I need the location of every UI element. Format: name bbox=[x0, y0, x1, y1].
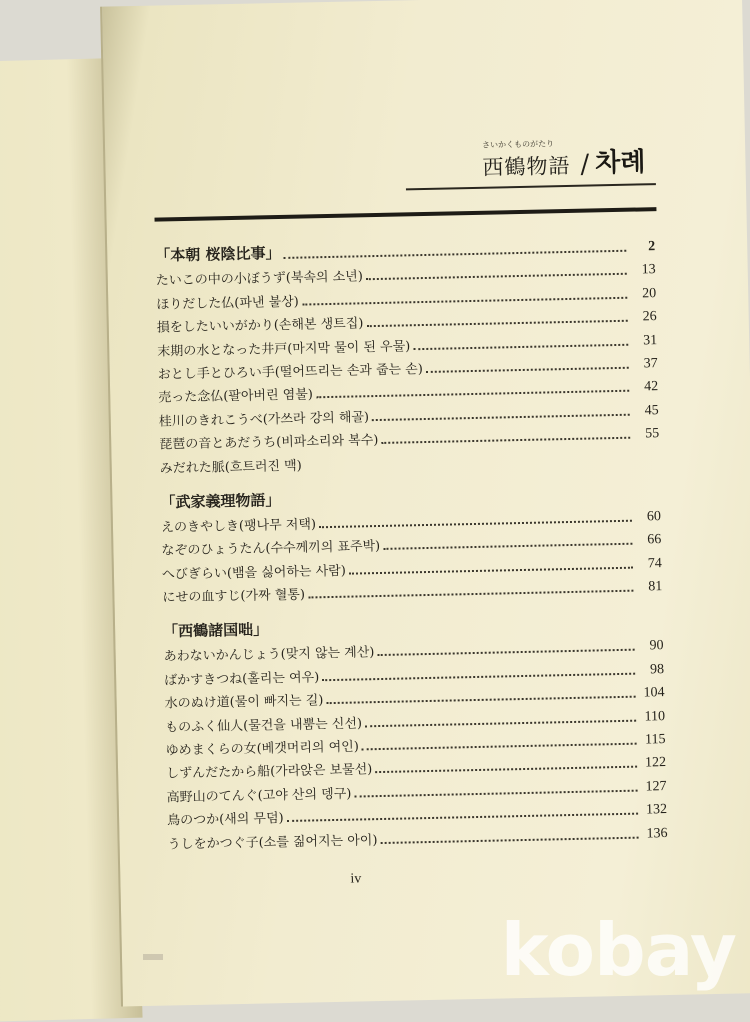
toc-page-number: 127 bbox=[645, 778, 667, 795]
toc-leader-dots bbox=[426, 366, 629, 373]
toc-title: えのきやしき(팽나무 저택) bbox=[160, 517, 317, 536]
toc-page-number: 104 bbox=[643, 685, 665, 701]
toc-page-number: 90 bbox=[649, 638, 664, 654]
toc-page-number: 45 bbox=[644, 402, 659, 419]
title-rule bbox=[406, 183, 656, 190]
toc-page-number: 110 bbox=[644, 708, 666, 725]
toc-page-number: 136 bbox=[646, 825, 668, 842]
toc-page-number: 2 bbox=[648, 239, 656, 255]
toc-title: しずんだたから船(가라앉은 보물선) bbox=[166, 762, 373, 782]
toc-page-number: 42 bbox=[644, 379, 659, 395]
title-japanese-text: 西鶴物語 bbox=[482, 153, 571, 180]
toc-title: 「西鶴諸国咄」 bbox=[162, 620, 269, 641]
toc-page-number: 20 bbox=[642, 285, 657, 302]
toc-title: 「武家義理物語」 bbox=[160, 490, 281, 512]
toc-page-number: 81 bbox=[648, 579, 663, 595]
title-ruby: さいかくものがたり bbox=[481, 139, 555, 150]
toc-title: ものふく仙人(물건을 내뿜는 신선) bbox=[165, 716, 363, 736]
page-title bbox=[482, 141, 646, 181]
toc-title: 桂川のきれこうべ(가쓰라 강의 해골) bbox=[158, 409, 370, 430]
page-number: iv bbox=[350, 871, 362, 887]
toc-title: ゆめまくらの女(베갯머리의 여인) bbox=[165, 739, 359, 759]
toc-page-number: 37 bbox=[643, 356, 658, 372]
toc-title: 高野山のてんぐ(고야 산의 뎅구) bbox=[166, 786, 352, 806]
book-page bbox=[100, 0, 750, 1007]
watermark-logo: kobay bbox=[500, 908, 736, 992]
toc-title: ほりだした仏(파낸 불상) bbox=[156, 294, 299, 313]
toc-title: なぞのひょうたん(수수께끼의 표주박) bbox=[161, 539, 381, 559]
toc-title: 水のぬけ道(물이 빠지는 길) bbox=[164, 693, 324, 712]
toc-page-number: 55 bbox=[644, 426, 660, 442]
toc-page-number: 60 bbox=[646, 508, 662, 525]
toc-title: たいこの中の小ぼうず(북속의 소년) bbox=[155, 269, 364, 290]
table-of-contents bbox=[155, 219, 668, 852]
title-separator: / bbox=[580, 149, 590, 180]
toc-page-number: 122 bbox=[644, 755, 667, 771]
toc-title: みだれた脈(흐트러진 맥) bbox=[159, 458, 302, 477]
toc-title: 末期の水となった井戸(마지막 물이 된 우물) bbox=[157, 338, 411, 360]
toc-title: おとし手とひろい手(떨어뜨리는 손과 줍는 손) bbox=[157, 361, 424, 383]
toc-leader-dots bbox=[413, 342, 628, 350]
paper-mark bbox=[143, 954, 163, 960]
toc-title: ばかすきつね(홀리는 여우) bbox=[164, 670, 320, 689]
toc-page-number: 13 bbox=[641, 262, 656, 278]
toc-page-number: 98 bbox=[649, 661, 665, 678]
toc-title: 売った念仏(팔아버린 염불) bbox=[158, 387, 314, 406]
toc-leader-dots bbox=[380, 835, 638, 843]
toc-page-number: 115 bbox=[644, 732, 666, 748]
toc-title: にせの血すじ(가짜 혈통) bbox=[162, 587, 306, 606]
toc-page-number: 74 bbox=[647, 555, 663, 572]
toc-title: 琵琶の音とあだうち(비파소리와 복수) bbox=[159, 433, 379, 453]
header-rule bbox=[154, 207, 656, 222]
toc-title: 損をしたいいがかり(손해본 생트집) bbox=[156, 316, 364, 336]
toc-page-number: 66 bbox=[647, 532, 662, 548]
title-japanese bbox=[481, 139, 571, 182]
toc-page-number: 26 bbox=[642, 309, 657, 325]
toc-title: 「本朝 桜陰比事」 bbox=[155, 243, 281, 265]
toc-title: 鳥のつか(새의 무덤) bbox=[166, 811, 284, 829]
toc-title: うしをかつぐ子(소를 짊어지는 아이) bbox=[167, 832, 378, 853]
title-korean: 차례 bbox=[594, 147, 646, 179]
toc-page-number: 132 bbox=[645, 802, 668, 818]
toc-title: へびぎらい(뱀을 싫어하는 사람) bbox=[161, 563, 346, 583]
toc-page-number: 31 bbox=[643, 332, 658, 348]
toc-title: あわないかんじょう(맞지 않는 계산) bbox=[163, 645, 375, 665]
